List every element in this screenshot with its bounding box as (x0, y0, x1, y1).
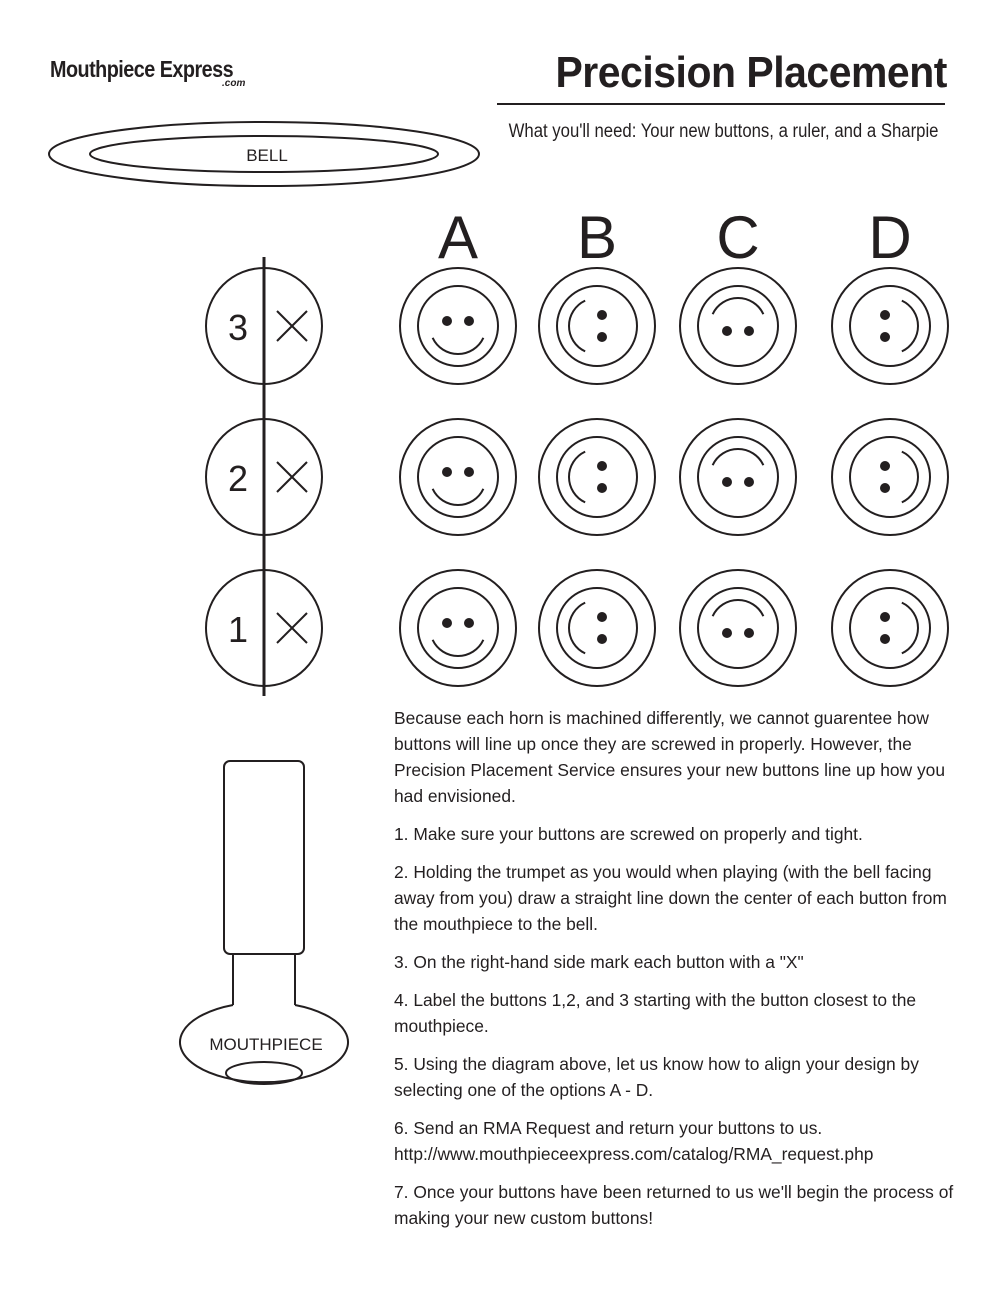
column-label-c: C (716, 204, 760, 271)
mouthpiece-label: MOUTHPIECE (209, 1035, 323, 1054)
page-title: Precision Placement (555, 48, 947, 97)
smiley-button-d3-icon (832, 268, 948, 384)
row-label-1: 1 (227, 609, 249, 650)
smiley-button-b3-icon (539, 268, 655, 384)
step-4: 4. Label the buttons 1,2, and 3 starting with the button closest to the mouthpiece. (394, 990, 917, 1036)
column-label-a: A (437, 204, 479, 271)
logo-suffix: .com (222, 78, 246, 89)
smiley-button-b2-icon (539, 419, 655, 535)
intro-paragraph: Because each horn is machined differently, we cannot guarentee how buttons will line up once they are screwed in properly. However, the Precision Placement Service ensures your new buttons line up how you had envisioned. (394, 708, 945, 806)
rma-request-link[interactable]: http://www.mouthpieceexpress.com/catalog/RMA_request.php (394, 1144, 874, 1164)
step-6-text: 6. Send an RMA Request and return your buttons to us. (394, 1118, 823, 1138)
smiley-button-c2-icon (680, 419, 796, 535)
step-7: 7. Once your buttons have been returned to us we'll begin the process of making your new custom buttons! (394, 1182, 954, 1228)
smiley-button-d2-icon (832, 419, 948, 535)
row-label-3: 3 (227, 307, 249, 348)
x-mark-3-icon (277, 311, 307, 341)
smiley-button-a1-icon (400, 570, 516, 686)
logo-text: Mouthpiece Express (50, 56, 234, 82)
step-3: 3. On the right-hand side mark each button with a "X" (394, 952, 804, 972)
step-1: 1. Make sure your buttons are screwed on properly and tight. (394, 824, 863, 844)
mouthpiece-stem (233, 954, 295, 1005)
smiley-button-grid (400, 268, 948, 686)
instructions (394, 705, 954, 1243)
smiley-button-c3-icon (680, 268, 796, 384)
mouthpiece-body (224, 761, 304, 954)
x-mark-1-icon (277, 613, 307, 643)
step-5: 5. Using the diagram above, let us know how to align your design by selecting one of the options A - D. (394, 1054, 919, 1100)
smiley-button-a3-icon (400, 268, 516, 384)
smiley-button-b1-icon (539, 570, 655, 686)
page-subtitle: What you'll need: Your new buttons, a ruler, and a Sharpie (508, 121, 938, 142)
row-label-2: 2 (227, 458, 249, 499)
mouthpiece-rim (226, 1062, 302, 1084)
smiley-button-d1-icon (832, 570, 948, 686)
smiley-button-c1-icon (680, 570, 796, 686)
step-6 (394, 1115, 954, 1167)
step-2: 2. Holding the trumpet as you would when playing (with the bell facing away from you) draw a straight line down the center of each button from the mouthpiece to the bell. (394, 862, 947, 934)
column-label-d: D (868, 204, 912, 271)
smiley-button-a2-icon (400, 419, 516, 535)
bell-label: BELL (246, 146, 288, 165)
column-label-b: B (576, 204, 618, 271)
x-mark-2-icon (277, 462, 307, 492)
